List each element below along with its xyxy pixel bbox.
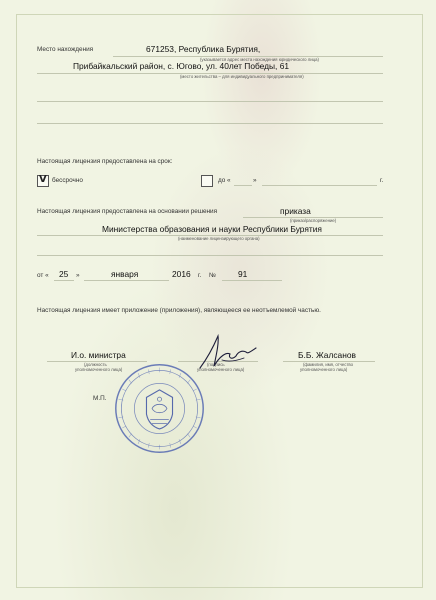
- date-number-line: [222, 280, 282, 281]
- signer-position: И.о. министра: [71, 350, 126, 360]
- checkmark: V: [39, 174, 47, 185]
- term-label: Настоящая лицензия предоставлена на срок:: [37, 158, 173, 165]
- signer-name: Б.Б. Жалсанов: [298, 350, 356, 360]
- term-indefinite: бессрочно: [52, 177, 83, 184]
- position-caption-2: уполномоченного лица): [75, 367, 123, 372]
- term-year-suffix: г.: [380, 177, 384, 184]
- date-from: от «: [37, 272, 49, 279]
- name-caption-2: уполномоченного лица): [300, 367, 348, 372]
- location-line2: Прибайкальский район, с. Югово, ул. 40лет Победы, 61: [73, 61, 290, 71]
- basis-doc-type: приказа: [280, 206, 311, 216]
- date-quote-close: »: [76, 272, 80, 279]
- signature-caption-2: уполномоченного лица): [197, 367, 245, 372]
- indefinite-checkbox: [37, 175, 49, 187]
- date-day-line: [54, 280, 74, 281]
- basis-authority: Министерства образования и науки Республики Бурятия: [102, 224, 322, 234]
- term-quote-close: »: [253, 177, 257, 184]
- date-month: января: [111, 269, 139, 279]
- position-caption-1: (должность: [84, 362, 107, 367]
- name-caption-1: (фамилия, имя, отчество: [303, 362, 354, 367]
- location-caption1: (указывается адрес места нахождения юридического лица): [200, 57, 319, 62]
- official-seal: [113, 362, 206, 455]
- term-month-line: [262, 185, 377, 186]
- location-line1: 671253, Республика Бурятия,: [146, 44, 261, 54]
- basis-authority-caption: (наименование лицензирующего органа): [178, 236, 260, 241]
- date-month-line: [84, 280, 169, 281]
- blank-line-2: [37, 123, 383, 124]
- basis-label: Настоящая лицензия предоставлена на основании решения: [37, 208, 218, 215]
- term-until: до «: [218, 177, 231, 184]
- appendix-text: Настоящая лицензия имеет приложение (приложения), являющееся ее неотъемлемой частью.: [37, 307, 321, 314]
- date-year-suffix: г.: [198, 272, 202, 279]
- mp-label: М.П.: [93, 395, 107, 402]
- location-label: Место нахождения: [37, 46, 94, 53]
- date-number: 91: [238, 269, 248, 279]
- date-year: 2016: [172, 269, 191, 279]
- date-day: 25: [59, 269, 69, 279]
- date-number-sign: №: [209, 272, 216, 279]
- signature-caption-1: (подпись: [207, 362, 225, 367]
- blank-line-1: [37, 101, 383, 102]
- basis-doc-type-caption: (приказ/распоряжение): [290, 218, 337, 223]
- term-day-line: [234, 185, 252, 186]
- blank-line-3: [37, 255, 383, 256]
- fixed-term-checkbox: [201, 175, 213, 187]
- location-caption2: (место жительства – для индивидуального предпринимателя): [180, 74, 304, 79]
